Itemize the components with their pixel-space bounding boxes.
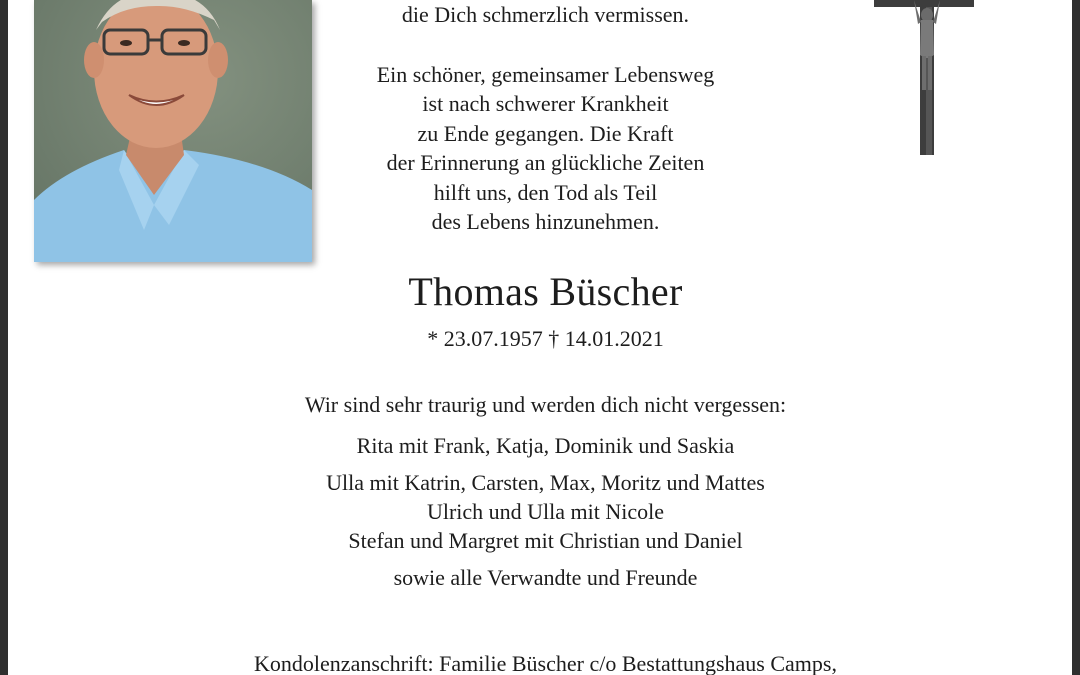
mourners-intro: Wir sind sehr traurig und werden dich nicht vergessen: (304, 392, 787, 417)
crucifix-icon (874, 0, 974, 160)
life-dates: * 23.07.1957 † 14.01.2021 (427, 326, 664, 351)
obituary-page (8, 0, 1072, 675)
mourner-line: Ulla mit Katrin, Carsten, Max, Moritz und Mattes (326, 470, 765, 495)
condolence-address: Kondolenzanschrift: Familie Büscher c/o Bestattungshaus Camps, (254, 651, 837, 675)
verse-line: die Dich schmerzlich vermissen. (401, 2, 690, 27)
mourner-line: Ulrich und Ulla mit Nicole (426, 499, 665, 524)
verse-line: der Erinnerung an glückliche Zeiten (386, 150, 705, 175)
mourner-line: sowie alle Verwandte und Freunde (393, 565, 698, 590)
verse-line: des Lebens hinzunehmen. (431, 209, 660, 234)
mourner-line: Rita mit Frank, Katja, Dominik und Saskia (356, 433, 735, 458)
verse-line: zu Ende gegangen. Die Kraft (417, 120, 674, 146)
portrait-illustration (34, 0, 312, 262)
verse-line: Ein schöner, gemeinsamer Lebensweg (376, 61, 715, 87)
memorial-verse (308, 0, 783, 237)
verse-line: ist nach schwerer Krankheit (422, 91, 669, 116)
verse-line: hilft uns, den Tod als Teil (433, 179, 658, 205)
mourner-line: Stefan und Margret mit Christian und Daniel (348, 528, 743, 553)
mourners-block (158, 390, 933, 592)
deceased-name: Thomas Büscher (408, 269, 683, 314)
portrait-photo (34, 0, 312, 262)
